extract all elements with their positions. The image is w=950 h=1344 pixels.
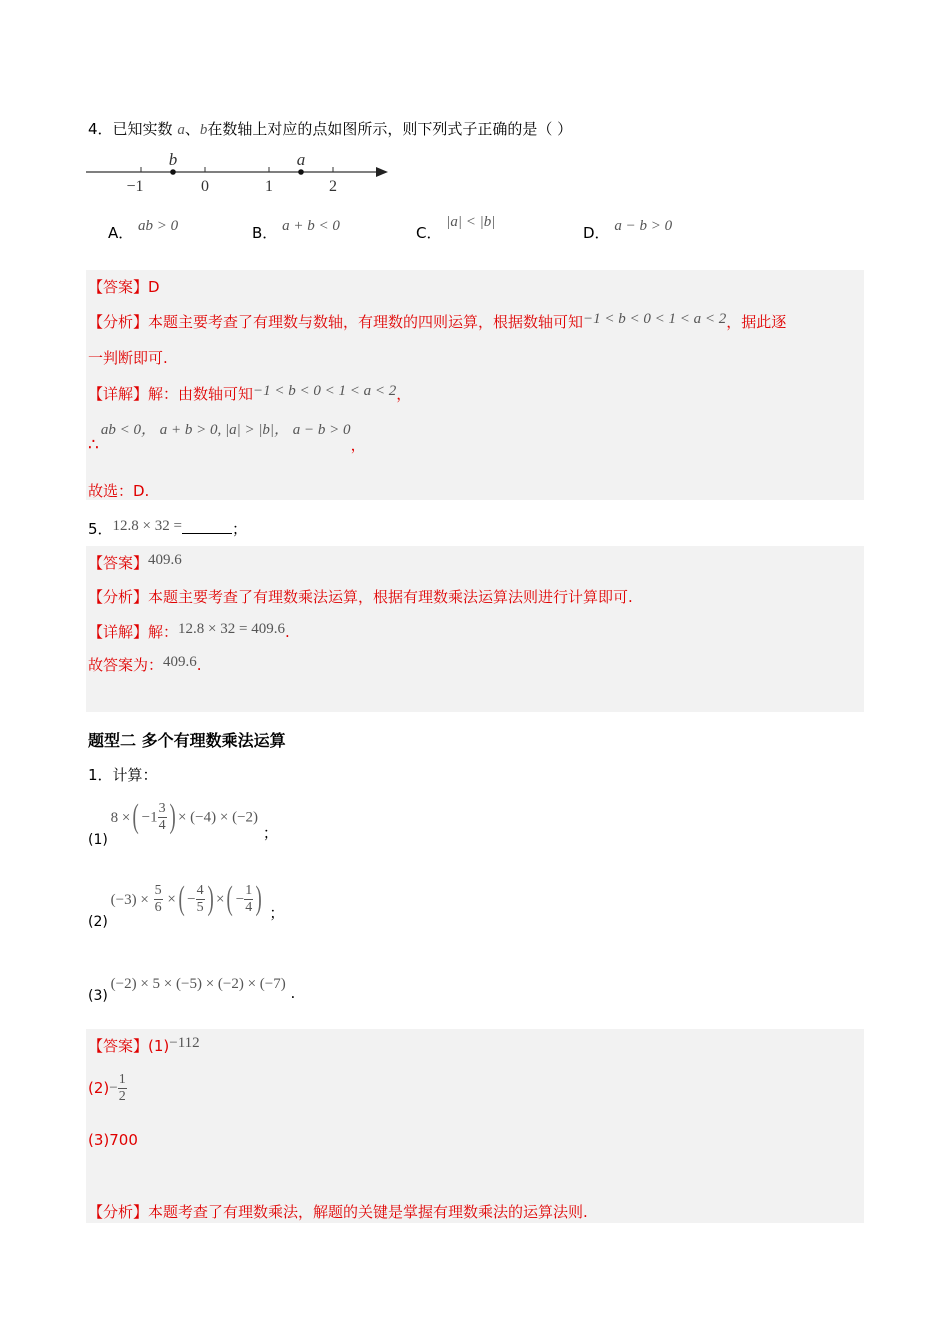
q5-analysis: 【分析】本题主要考查了有理数乘法运算，根据有理数乘法运算法则进行计算即可.: [88, 588, 633, 606]
tick-label: −1: [126, 178, 144, 195]
point-label-a: a: [296, 150, 306, 169]
tick-label: 0: [201, 178, 209, 195]
s2-answer-2: (2)− $\frac{1}{2}$: [88, 1072, 126, 1104]
q4-choose: 故选：D.: [88, 482, 150, 500]
point-b: [170, 169, 176, 175]
q4-analysis-cont: 一判断即可.: [88, 349, 168, 367]
point-a: [298, 169, 304, 175]
s2-item-1: (1) 8 ×( −1 $\frac{3}{4}$ ) × (−4) × (−2) ；: [88, 798, 278, 848]
q5-answer-blank[interactable]: [182, 519, 232, 534]
q5-answer: 【答案】409.6: [88, 552, 182, 572]
q4-solution-box: [86, 270, 864, 500]
q5-final: 故答案为：409.6.: [88, 654, 202, 674]
q4-analysis: 【分析】本题主要考查了有理数与数轴，有理数的四则运算，根据数轴可知−1 < b < 0 < 1 < a < 2，据此逐: [88, 311, 787, 331]
option-a[interactable]: A． ab > 0: [108, 218, 179, 242]
point-label-b: b: [168, 150, 178, 169]
option-d[interactable]: D． a − b > 0: [583, 218, 673, 242]
number-line: [84, 148, 394, 196]
s2-item-2: (2) (−3) × $\frac{5}{6}$ ×( − $\frac{4}{5}$ ) ×( − $\frac{1}{4}$ ) ；: [88, 880, 285, 930]
q5-solution-box: [86, 546, 864, 712]
q5-detail: 【详解】解：12.8 × 32 = 409.6.: [88, 621, 290, 641]
q4-stem: 4．已知实数 a、b在数轴上对应的点如图所示，则下列式子正确的是（ ）: [88, 120, 573, 138]
s2-answer-1: 【答案】(1)−112: [88, 1035, 200, 1055]
q4-answer: 【答案】D: [88, 278, 160, 296]
q5-stem: 5．12.8 × 32 = ；: [88, 518, 247, 538]
s2-solution-box: [86, 1029, 864, 1223]
s2-q1-stem: 1．计算：: [88, 766, 158, 784]
q4-therefore: ∴ab < 0， a + b > 0, |a| > |b|， a − b > 0，: [88, 422, 366, 455]
option-c[interactable]: C． |a| < |b|: [416, 214, 496, 242]
q4-detail: 【详解】解：由数轴可知−1 < b < 0 < 1 < a < 2，: [88, 383, 412, 403]
s2-item-3: (3) (−2) × 5 × (−5) × (−2) × (−7) .: [88, 976, 296, 1004]
s2-answer-3: (3)700: [88, 1131, 138, 1149]
section-title: 题型二 多个有理数乘法运算: [88, 731, 286, 750]
s2-analysis: 【分析】本题考查了有理数乘法，解题的关键是掌握有理数乘法的运算法则.: [88, 1203, 588, 1221]
tick-label: 2: [329, 178, 337, 195]
option-b[interactable]: B． a + b < 0: [252, 218, 340, 242]
tick-label: 1: [265, 178, 273, 195]
